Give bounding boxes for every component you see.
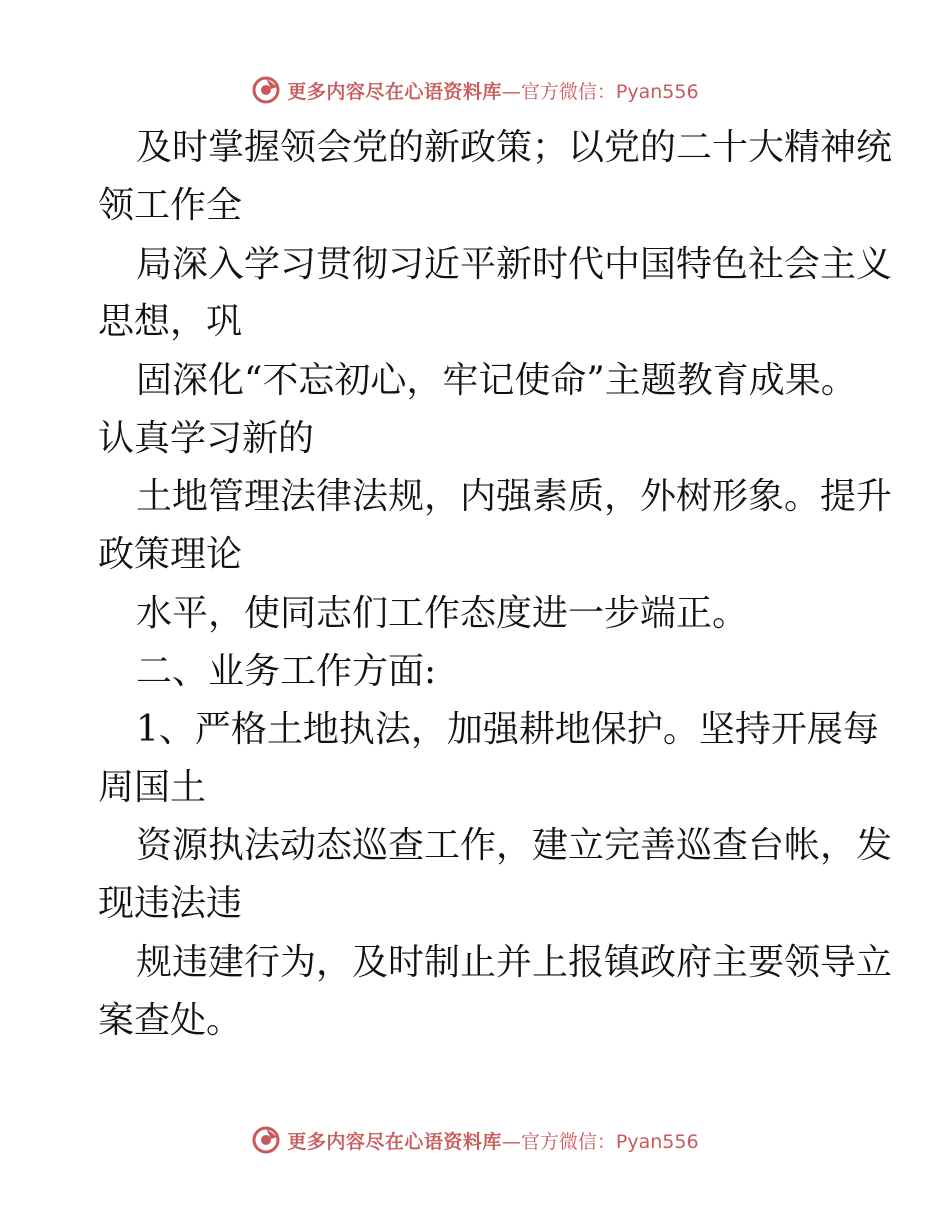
paragraph-line: 政策理论 (98, 534, 243, 575)
paragraph-line: 案查处。 (98, 1000, 243, 1041)
paragraph-line: 规违建行为，及时制止并上报镇政府主要领导立 (136, 942, 893, 983)
banner-brand-text: 更多内容尽在心语资料库 (287, 80, 502, 103)
paragraph-line: 现违法违 (98, 883, 243, 924)
paragraph-line: 思想，巩 (98, 301, 243, 342)
banner-contact-text: —官方微信：Pyan556 (501, 80, 699, 103)
banner-brand-text: 更多内容尽在心语资料库 (287, 1130, 502, 1153)
header-watermark-banner (0, 70, 950, 110)
footer-watermark-banner (0, 1120, 950, 1160)
paragraph-line: 固深化“不忘初心，牢记使命”主题教育成果。 (136, 360, 857, 401)
brand-logo-icon (251, 75, 281, 105)
paragraph-line: 及时掌握领会党的新政策；以党的二十大精神统 (136, 127, 893, 168)
paragraph-line: 周国土 (98, 767, 207, 808)
paragraph-line: 水平，使同志们工作态度进一步端正。 (136, 593, 749, 634)
section-heading: 二、业务工作方面: (136, 651, 437, 692)
paragraph-line: 领工作全 (98, 185, 243, 226)
paragraph-line: 资源执法动态巡查工作，建立完善巡查台帐，发 (136, 825, 893, 866)
paragraph-line: 土地管理法律法规，内强素质，外树形象。提升 (136, 476, 893, 517)
paragraph-line: 局深入学习贯彻习近平新时代中国特色社会主义 (136, 244, 893, 285)
banner-contact-text: —官方微信：Pyan556 (501, 1130, 699, 1153)
brand-logo-icon (251, 1125, 281, 1155)
paragraph-line: 1、严格土地执法，加强耕地保护。坚持开展每 (136, 709, 879, 750)
paragraph-line: 认真学习新的 (98, 418, 315, 459)
